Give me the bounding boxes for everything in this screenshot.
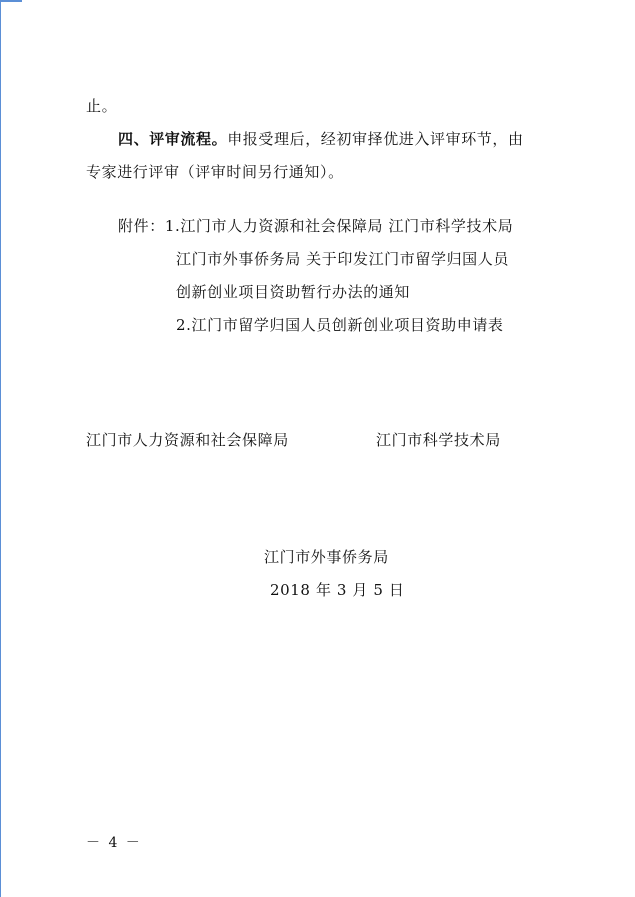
section-four-text-line2: 专家进行评审（评审时间另行通知）。	[86, 163, 344, 181]
attachment-label: 附件：	[118, 217, 165, 235]
page-corner-mark	[0, 0, 22, 2]
section-four-heading: 四、评审流程。	[118, 130, 228, 148]
attachment-item1-line2: 江门市外事侨务局 关于印发江门市留学归国人员	[176, 250, 509, 268]
attachment-item2: 2.江门市留学归国人员创新创业项目资助申请表	[176, 316, 504, 334]
signature-org-foreign-affairs: 江门市外事侨务局	[264, 548, 389, 566]
signature-date: 2018 年 3 月 5 日	[270, 581, 405, 599]
signature-org-hr: 江门市人力资源和社会保障局	[86, 431, 289, 449]
continuation-text: 止。	[86, 97, 118, 115]
section-four-text: 申报受理后，经初审择优进入评审环节，由	[227, 130, 524, 148]
page-number: － 4 －	[86, 835, 142, 851]
signature-org-science: 江门市科学技术局	[376, 431, 501, 449]
section-four-paragraph	[118, 129, 524, 149]
attachment-item1-line3: 创新创业项目资助暂行办法的通知	[176, 283, 411, 301]
attachment-item1-text: 1.江门市人力资源和社会保障局 江门市科学技术局	[164, 217, 514, 235]
attachment-item1-line1	[118, 216, 513, 236]
page-left-edge	[0, 0, 1, 897]
